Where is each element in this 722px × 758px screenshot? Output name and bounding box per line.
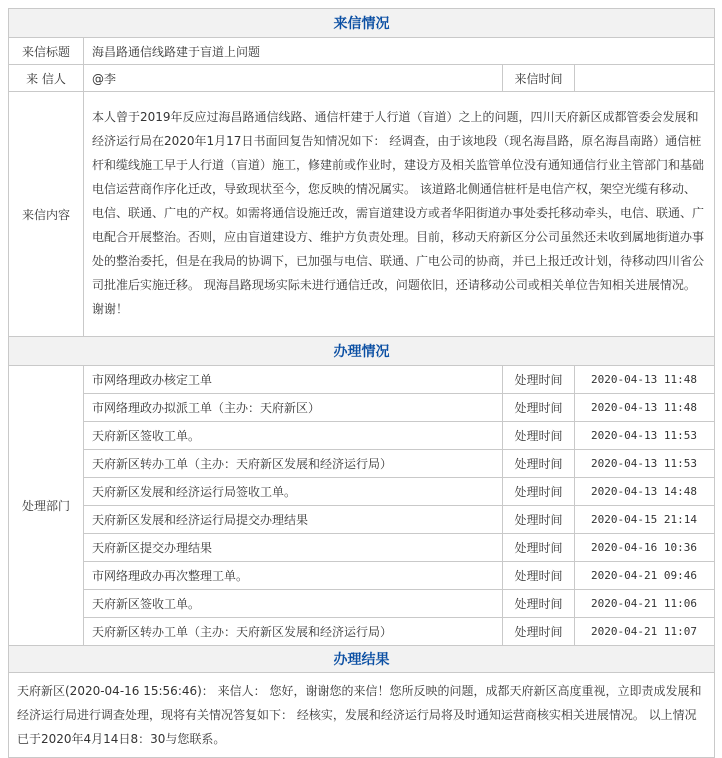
title-label: 来信标题	[9, 38, 84, 65]
processing-time-label: 处理时间	[503, 618, 575, 646]
processing-time-label: 处理时间	[503, 534, 575, 562]
processing-time: 2020-04-15 21:14	[575, 506, 715, 534]
processing-step: 天府新区转办工单（主办：天府新区发展和经济运行局）	[84, 618, 503, 646]
result-row	[9, 673, 715, 758]
processing-time-label: 处理时间	[503, 366, 575, 394]
processing-step: 市网络理政办核定工单	[84, 366, 503, 394]
result-text: 天府新区(2020-04-16 15:56:46)： 来信人： 您好，谢谢您的来信！您所反映的问题，成都天府新区高度重视，立即责成发展和经济运行局进行调查处理，现将有关情况答复如下： 经核实，发展和经济运行局将及时通知运营商核实相关进展情况。 以上情况已于2020年4月14日8：30与您联系。	[9, 673, 715, 758]
processing-row-5	[9, 506, 715, 534]
processing-step: 天府新区转办工单（主办：天府新区发展和经济运行局）	[84, 450, 503, 478]
processing-time-label: 处理时间	[503, 394, 575, 422]
processing-time: 2020-04-13 11:53	[575, 422, 715, 450]
processing-time: 2020-04-21 11:06	[575, 590, 715, 618]
processing-row-6	[9, 534, 715, 562]
processing-row-1	[9, 394, 715, 422]
processing-step: 天府新区发展和经济运行局提交办理结果	[84, 506, 503, 534]
section-header-row	[9, 337, 715, 366]
content-label: 来信内容	[9, 92, 84, 337]
processing-time-label: 处理时间	[503, 450, 575, 478]
processing-step: 市网络理政办再次整理工单。	[84, 562, 503, 590]
sender-label: 来 信人	[9, 65, 84, 92]
processing-row-3	[9, 450, 715, 478]
sender-value: @李	[84, 65, 503, 92]
processing-row-2	[9, 422, 715, 450]
processing-time-label: 处理时间	[503, 478, 575, 506]
processing-time: 2020-04-13 11:48	[575, 394, 715, 422]
processing-step: 天府新区提交办理结果	[84, 534, 503, 562]
processing-time-label: 处理时间	[503, 562, 575, 590]
processing-row-0	[9, 366, 715, 394]
processing-row-4	[9, 478, 715, 506]
sender-row	[9, 65, 715, 92]
processing-time: 2020-04-16 10:36	[575, 534, 715, 562]
section-header-row	[9, 9, 715, 38]
title-value: 海昌路通信线路建于盲道上问题	[84, 38, 715, 65]
petition-table-body	[9, 9, 715, 758]
processing-dept-label: 处理部门	[9, 366, 84, 646]
processing-time-label: 处理时间	[503, 590, 575, 618]
processing-row-9	[9, 618, 715, 646]
letter-time-label: 来信时间	[503, 65, 575, 92]
letter-time-value	[575, 65, 715, 92]
content-value: 本人曾于2019年反应过海昌路通信线路、通信杆建于人行道（盲道）之上的问题，四川天府新区成都管委会发展和经济运行局在2020年1月17日书面回复告知情况如下： 经调查，由于该地段（现名海昌路，原名海昌南路）通信桩杆和缆线施工早于人行道（盲道）施工，修建前或作业时，建设方及相关监管单位没有通知通信行业主管部门和基础电信运营商作序化迁改，导致现状至今，您反映的情况属实。 该道路北侧通信桩杆是电信产权，架空光缆有移动、电信、联通、广电的产权。如需将通信设施迁改，需盲道建设方或者华阳街道办事处委托移动牵头，电信、联通、广电配合开展整治。否则，应由盲道建设方、维护方负责处理。目前，移动天府新区分公司虽然还未收到属地街道办事处的整治委托，但是在我局的协调下，已加强与电信、联通、广电公司的协商，并已上报迁改计划，待移动四川省公司批准后实施迁移。 现海昌路现场实际未进行通信迁改，问题依旧，还请移动公司或相关单位告知相关进展情况。谢谢！	[84, 92, 715, 337]
processing-time: 2020-04-21 11:07	[575, 618, 715, 646]
processing-step: 天府新区签收工单。	[84, 590, 503, 618]
processing-step: 天府新区签收工单。	[84, 422, 503, 450]
section-title-processing: 办理情况	[9, 337, 715, 366]
content-row	[9, 92, 715, 337]
processing-time: 2020-04-13 14:48	[575, 478, 715, 506]
title-row	[9, 38, 715, 65]
processing-time-label: 处理时间	[503, 422, 575, 450]
processing-time: 2020-04-21 09:46	[575, 562, 715, 590]
petition-table	[8, 8, 715, 758]
processing-row-8	[9, 590, 715, 618]
processing-time-label: 处理时间	[503, 506, 575, 534]
processing-step: 市网络理政办拟派工单（主办：天府新区）	[84, 394, 503, 422]
processing-time: 2020-04-13 11:48	[575, 366, 715, 394]
section-header-row	[9, 646, 715, 673]
processing-row-7	[9, 562, 715, 590]
section-title-result: 办理结果	[9, 646, 715, 673]
processing-time: 2020-04-13 11:53	[575, 450, 715, 478]
processing-step: 天府新区发展和经济运行局签收工单。	[84, 478, 503, 506]
section-title-letter-info: 来信情况	[9, 9, 715, 38]
